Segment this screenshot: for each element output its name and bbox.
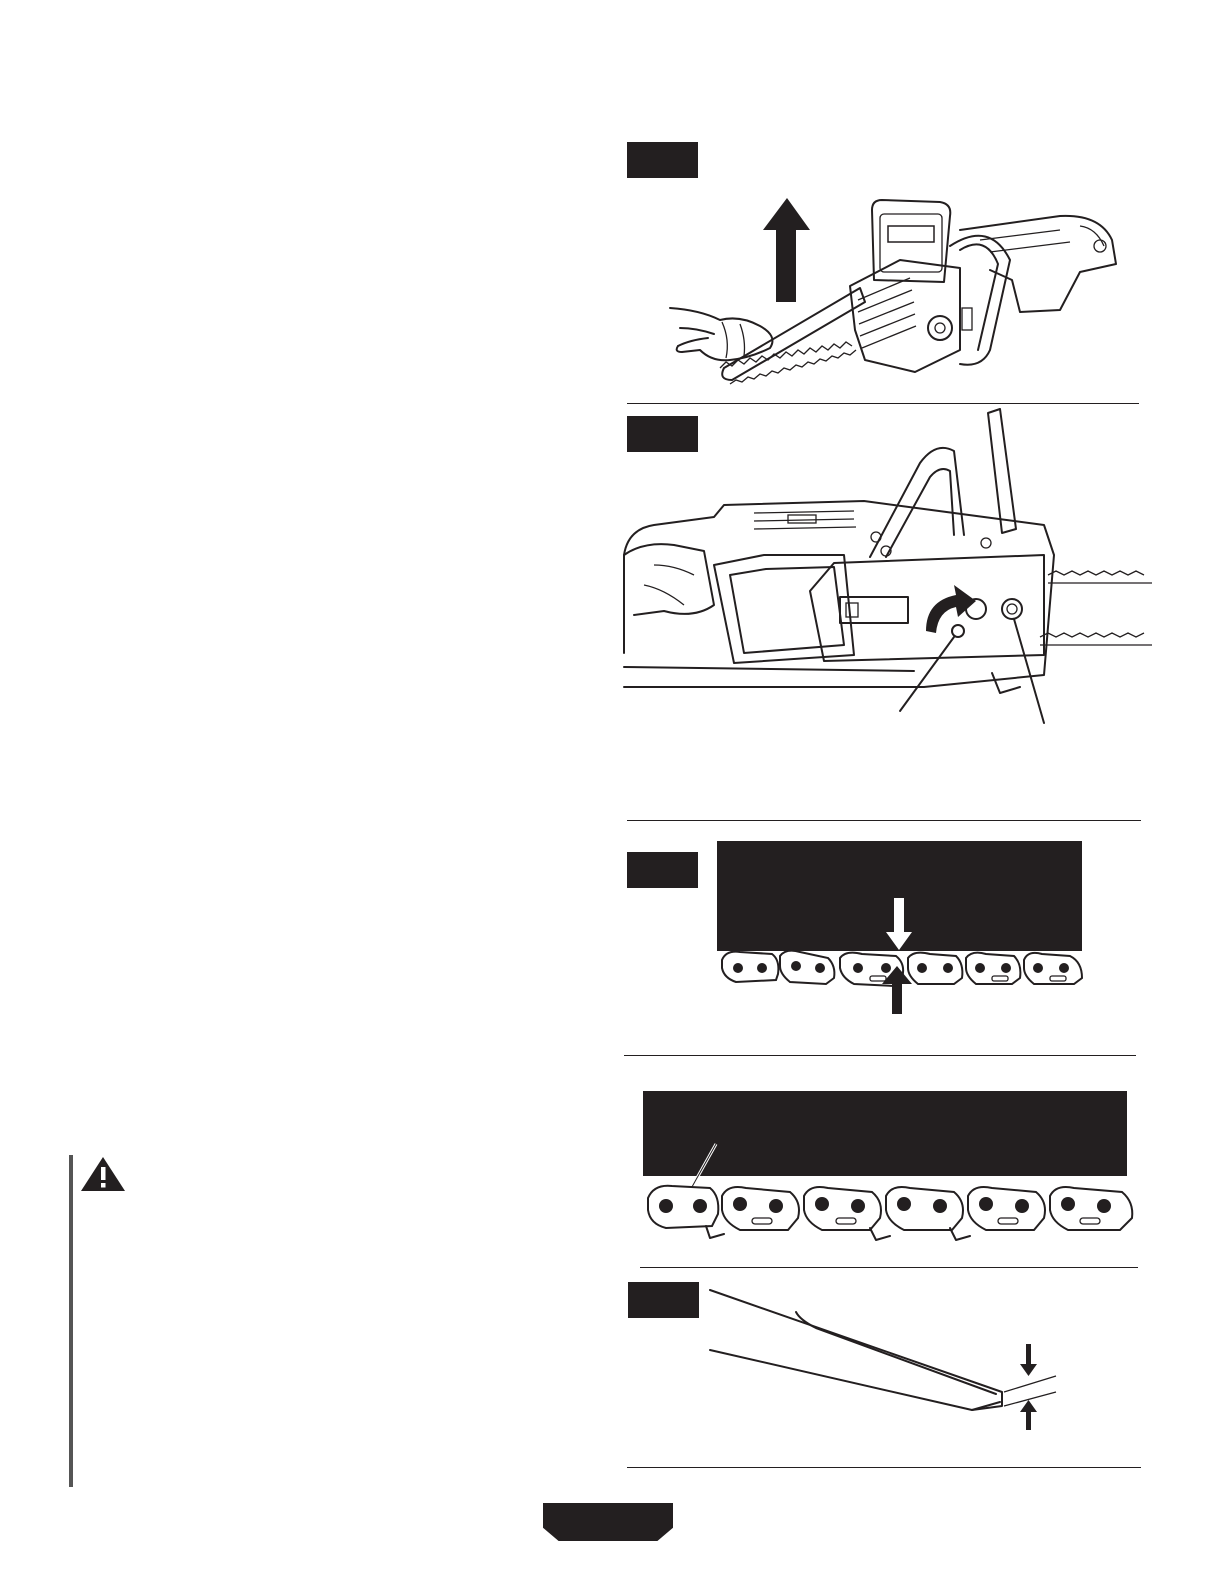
figure-5-tag [628,1282,699,1318]
thickness-arrow-down-icon [1020,1344,1037,1376]
figure-4-chain [640,1140,1140,1250]
figure-divider [627,820,1141,821]
figure-1-illustration [660,190,1140,400]
figure-divider [624,1055,1136,1056]
figure-divider [627,1467,1141,1468]
warning-side-bar [69,1155,73,1487]
thickness-arrow-up-icon [1020,1400,1037,1430]
warning-triangle-icon [80,1155,126,1193]
figure-3-chain [716,888,1096,1018]
figure-divider [627,403,1139,404]
lift-arrow-icon [763,198,810,302]
figure-2-illustration [624,405,1144,735]
page-number-tab [543,1503,673,1541]
rotate-arrow-icon [926,585,976,633]
figure-divider [640,1267,1138,1268]
figure-3-tag [627,852,698,888]
gap-arrow-down-icon [886,898,912,950]
figure-5-illustration [700,1280,1080,1440]
figure-1-tag [627,142,698,178]
